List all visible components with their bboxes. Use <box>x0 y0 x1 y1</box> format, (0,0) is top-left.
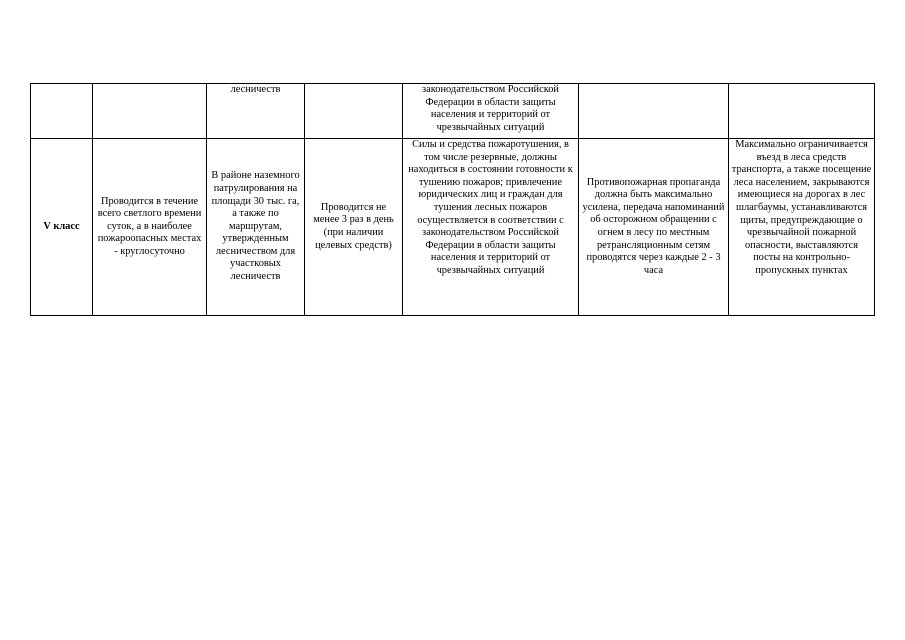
aerial-patrol-cell <box>305 84 403 139</box>
restrictions-cell <box>729 84 875 139</box>
class-cell: V класс <box>31 139 93 316</box>
propaganda-cell: Противопожарная пропаганда должна быть максимально усилена, передача напоминаний об осторожном обращении с огнем в лесу по местным ретрансляционным сетям проводятся через каждые 2 - 3 часа <box>579 139 729 316</box>
patrol-time-cell: Проводится в течение всего светлого времени суток, а в наиболее пожароопасных местах - круглосуточно <box>93 139 207 316</box>
table-row-continuation <box>31 84 875 139</box>
restrictions-cell: Максимально ограничивается въезд в леса средств транспорта, а также посещение леса населением, закрываются имеющиеся на дорогах в лес шлагбаумы, устанавливаются щиты, предупреждающие о чрезвычайной пожарной опасности, выставляются посты на контрольно-пропускных пунктах <box>729 139 875 316</box>
firefighting-forces-cell: Силы и средства пожаротушения, в том числе резервные, должны находиться в состоянии готовности к тушению пожаров; привлечение юридических лиц и граждан для тушения лесных пожаров осуществляется в соответствии с законодательством Российской Федерации в области защиты населения и территорий от чрезвычайных ситуаций <box>403 139 579 316</box>
patrol-area-cell: лесничеств <box>207 84 305 139</box>
table-row-class-v <box>31 139 875 316</box>
propaganda-cell <box>579 84 729 139</box>
aerial-patrol-cell: Проводится не менее 3 раз в день (при наличии целевых средств) <box>305 139 403 316</box>
patrol-time-cell <box>93 84 207 139</box>
class-cell <box>31 84 93 139</box>
patrol-area-cell: В районе наземного патрулирования на площади 30 тыс. га, а также по маршрутам, утвержденным лесничеством для участковых лесничеств <box>207 139 305 316</box>
firefighting-forces-cell: законодательством Российской Федерации в области защиты населения и территорий от чрезвычайных ситуаций <box>403 84 579 139</box>
fire-danger-class-table <box>30 83 875 316</box>
